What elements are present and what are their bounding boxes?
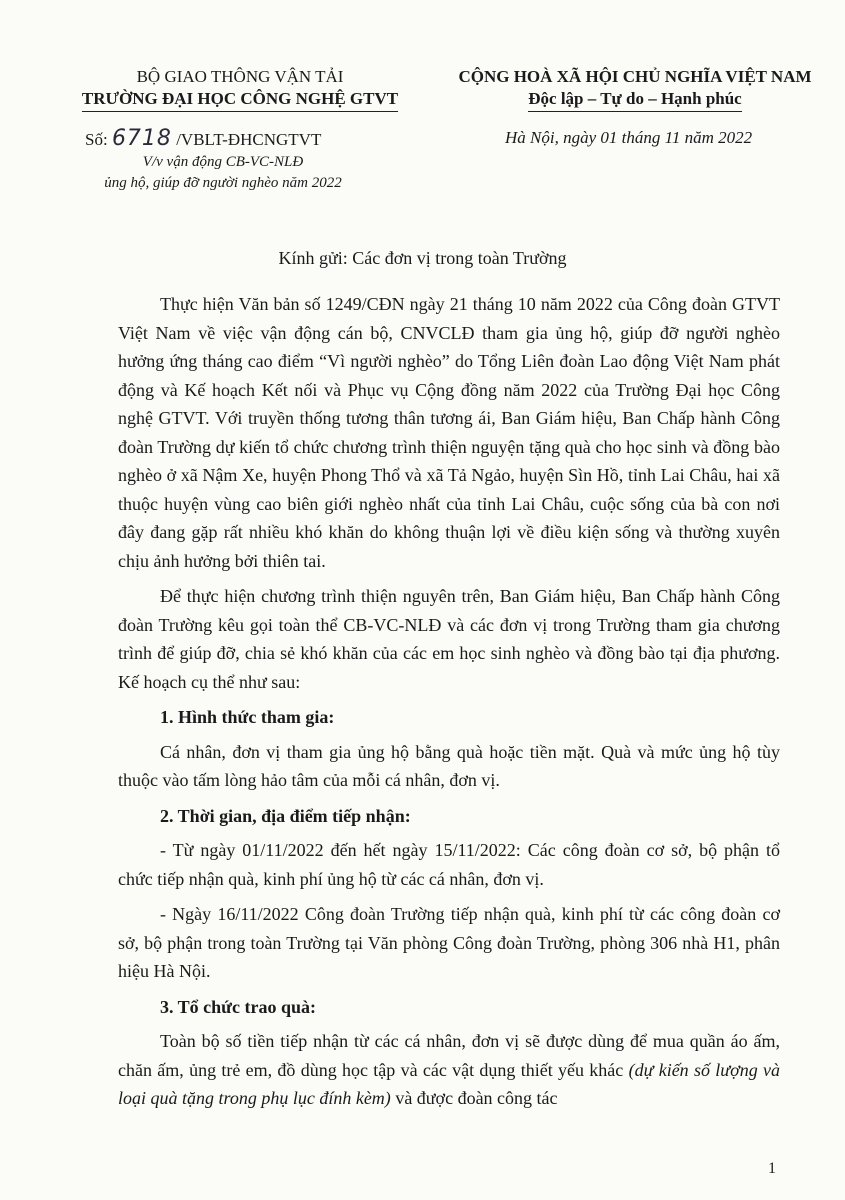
document-body <box>118 290 780 1120</box>
subject-line-1: V/v vận động CB-VC-NLĐ <box>142 154 304 170</box>
handwritten-doc-number: 6718 <box>111 126 172 151</box>
doc-number-suffix: /VBLT-ĐHCNGTVT <box>171 130 322 149</box>
salutation: Kính gửi: Các đơn vị trong toàn Trường <box>278 248 567 268</box>
subject-line-2: ủng hộ, giúp đỡ người nghèo năm 2022 <box>104 175 342 191</box>
section-heading-1: 1. Hình thức tham gia: <box>160 707 335 727</box>
nation-title: CỘNG HOÀ XÃ HỘI CHỦ NGHĨA VIỆT NAM <box>458 67 812 86</box>
paragraph-participation: Cá nhân, đơn vị tham gia ủng hộ bằng quà hoặc tiền mặt. Quà và mức ủng hộ tùy thuộc vào tấm lòng hảo tâm của mỗi cá nhân, đơn vị. <box>118 741 780 790</box>
gift-text-end: và được đoàn công tác <box>390 1088 558 1108</box>
document-subject <box>88 152 398 194</box>
section-heading-3: 3. Tổ chức trao quà: <box>160 996 316 1017</box>
paragraph-gift-organization <box>118 1027 780 1113</box>
issue-date: Hà Nội, ngày 01 tháng 11 năm 2022 <box>505 128 753 147</box>
section-heading-2: 2. Thời gian, địa điểm tiếp nhận: <box>160 805 411 826</box>
issuer-block <box>70 66 410 112</box>
gift-text-note: (dự kiến số lượng và loại quà tặng trong phụ lục đính kèm) <box>118 1059 780 1108</box>
paragraph-intro: Thực hiện Văn bản số 1249/CĐN ngày 21 tháng 10 năm 2022 của Công đoàn GTVT Việt Nam về việc vận động cán bộ, CNVCLĐ tham gia ủng hộ, giúp đỡ người nghèo hưởng ứng tháng cao điểm “Vì người nghèo” do Tổng Liên đoàn Lao động Việt Nam phát động và Kế hoạch Kết nối và Phục vụ Cộng đồng năm 2022 của Trường Đại học Công nghệ GTVT. Với truyền thống tương thân tương ái, Ban Giám hiệu, Ban Chấp hành Công đoàn Trường dự kiến tổ chức chương trình thiện nguyện tặng quà cho học sinh và đồng bào nghèo ở xã Nậm Xe, huyện Phong Thổ và xã Tả Ngảo, huyện Sìn Hồ, tỉnh Lai Châu, hai xã thuộc huyện vùng cao biên giới nghèo nhất của tỉnh Lai Châu, cuộc sống của bà con nơi đây đang gặp rất nhiều khó khăn do không thuận lợi về điều kiện sống và thường xuyên chịu ảnh hưởng bởi thiên tai. <box>118 294 780 571</box>
ministry-name: BỘ GIAO THÔNG VẬN TẢI <box>136 67 344 86</box>
page-number: 1 <box>768 1160 776 1177</box>
paragraph-schedule-1: - Từ ngày 01/11/2022 đến hết ngày 15/11/2022: Các công đoàn cơ sở, bộ phận tổ chức tiếp nhận quà, kinh phí ủng hộ từ các cá nhân, đơn vị. <box>118 840 780 889</box>
gift-text-start: Toàn bộ số tiền tiếp nhận từ các cá nhân, đơn vị sẽ được dùng để mua quần áo ấm, chăn ấm, ủng trẻ em, đồ dùng học tập và các vật dụng thiết yếu khác <box>118 1031 780 1080</box>
doc-number-prefix: Số: <box>85 130 112 149</box>
paragraph-call: Để thực hiện chương trình thiện nguyên trên, Ban Giám hiệu, Ban Chấp hành Công đoàn Trường kêu gọi toàn thể CB-VC-NLĐ và các đơn vị trong Trường tham gia chương trình để giúp đỡ, chia sẻ khó khăn của các em học sinh nghèo và đồng bào tại địa phương. Kế hoạch cụ thể như sau: <box>118 586 780 692</box>
document-number <box>85 126 321 151</box>
school-name: TRƯỜNG ĐẠI HỌC CÔNG NGHỆ GTVT <box>82 88 398 112</box>
national-motto: Độc lập – Tự do – Hạnh phúc <box>528 88 741 112</box>
paragraph-schedule-2: - Ngày 16/11/2022 Công đoàn Trường tiếp nhận quà, kinh phí từ các công đoàn cơ sở, bộ phận trong toàn Trường tại Văn phòng Công đoàn Trường, phòng 306 nhà H1, phân hiệu Hà Nội. <box>118 904 780 981</box>
national-heading <box>450 66 820 112</box>
